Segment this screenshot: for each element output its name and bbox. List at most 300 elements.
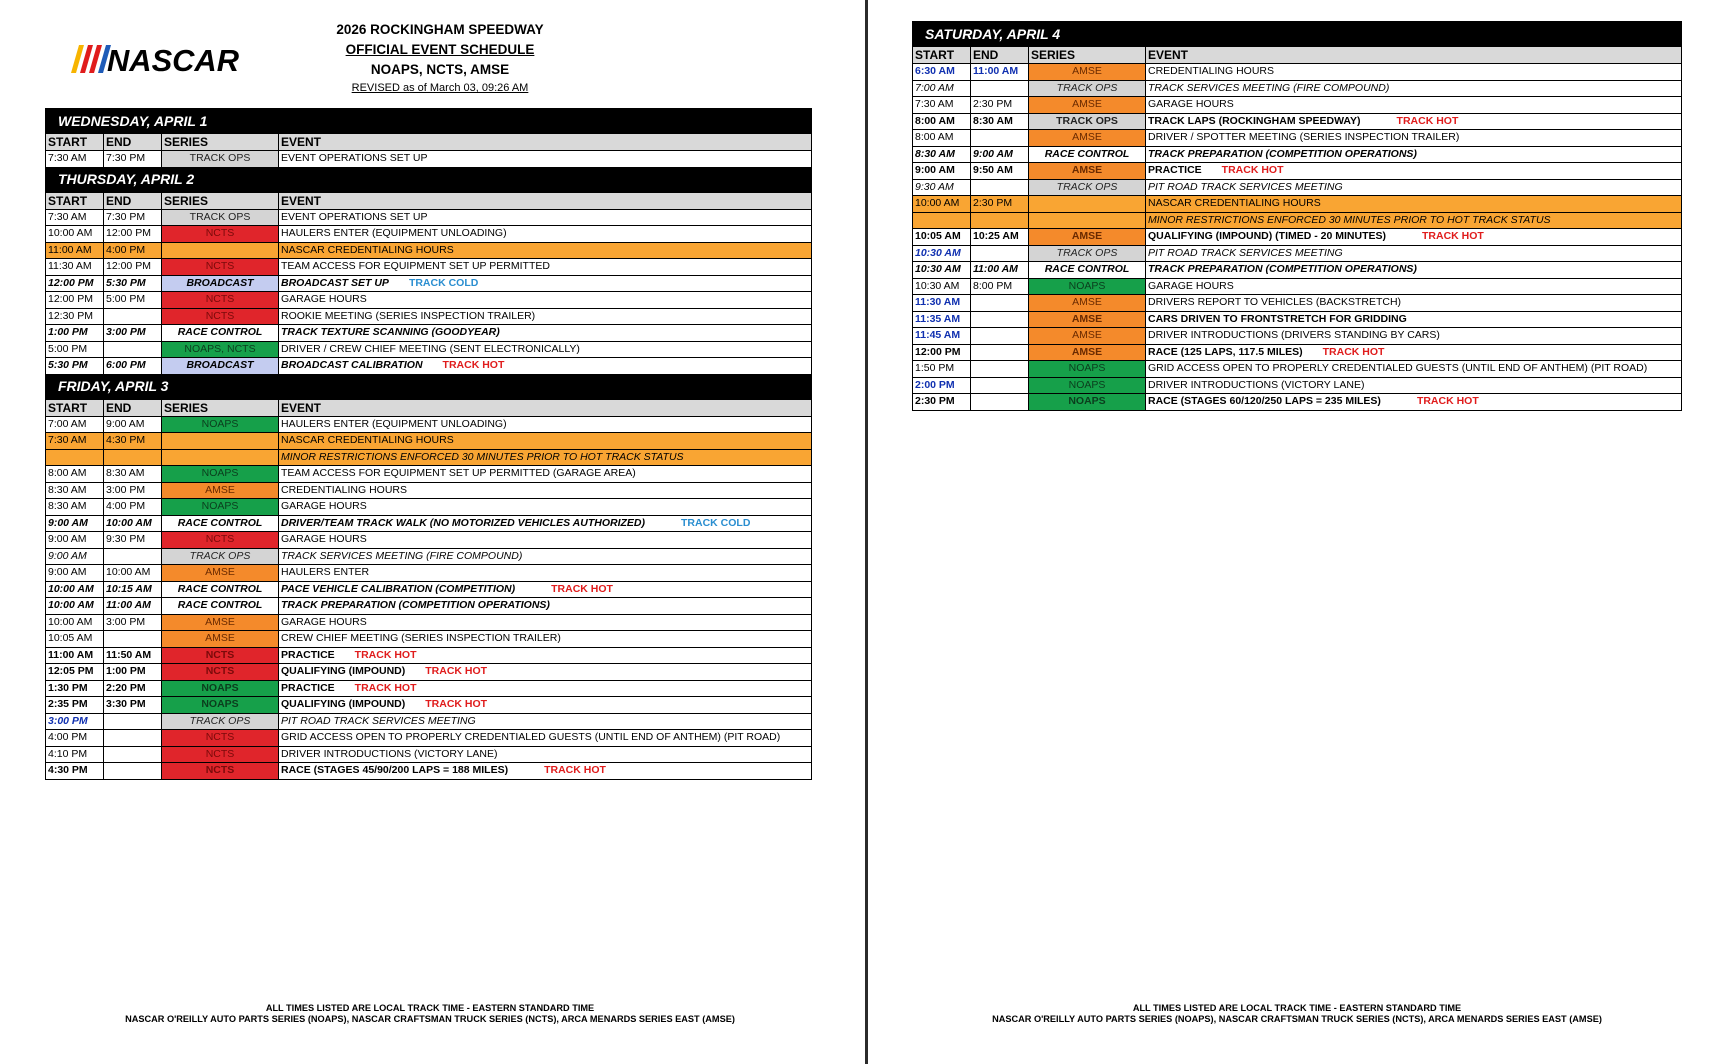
schedule-row (46, 341, 812, 358)
schedule-row (913, 311, 1682, 328)
event-text: QUALIFYING (IMPOUND) (281, 698, 406, 711)
event-description (1146, 278, 1682, 295)
schedule-row (913, 113, 1682, 130)
end-time: 3:00 PM (104, 482, 162, 499)
series-badge: NOAPS, NCTS (162, 341, 279, 358)
end-time (104, 713, 162, 730)
start-time: 10:00 AM (46, 614, 104, 631)
schedule-row (913, 146, 1682, 163)
series-badge: NCTS (162, 647, 279, 664)
start-time: 8:30 AM (913, 146, 971, 163)
schedule-row (46, 614, 812, 631)
series-badge: AMSE (162, 565, 279, 582)
day-label: SATURDAY, APRIL 4 (913, 22, 1682, 47)
schedule-row (913, 179, 1682, 196)
series-badge: AMSE (1029, 163, 1146, 180)
track-hot-status: TRACK HOT (1221, 164, 1284, 177)
start-time: 11:45 AM (913, 328, 971, 345)
end-time (104, 548, 162, 565)
day-label: WEDNESDAY, APRIL 1 (46, 109, 812, 134)
column-header-start: START (46, 399, 104, 416)
event-text: MINOR RESTRICTIONS ENFORCED 30 MINUTES PRIOR TO HOT TRACK STATUS (1148, 213, 1551, 226)
footer-series-legend: NASCAR O'REILLY AUTO PARTS SERIES (NOAPS), NASCAR CRAFTSMAN TRUCK SERIES (NCTS), ARCA MENARDS SERIES EAST (AMSE) (992, 1014, 1602, 1024)
day-label: FRIDAY, APRIL 3 (46, 374, 812, 399)
column-header-row (46, 399, 812, 416)
end-time: 8:30 AM (104, 466, 162, 483)
event-description (279, 308, 812, 325)
series-badge: AMSE (1029, 328, 1146, 345)
track-hot-status: TRACK HOT (1396, 114, 1459, 127)
column-header-event: EVENT (279, 399, 812, 416)
schedule-table-right (912, 21, 1682, 411)
series-badge: RACE CONTROL (1029, 146, 1146, 163)
column-header-event: EVENT (1146, 47, 1682, 64)
series-badge: RACE CONTROL (1029, 262, 1146, 279)
event-text: CREDENTIALING HOURS (281, 483, 408, 496)
event-text: PIT ROAD TRACK SERVICES MEETING (281, 714, 476, 727)
start-time: 8:30 AM (46, 482, 104, 499)
event-description (279, 581, 812, 598)
series-badge: AMSE (162, 631, 279, 648)
nascar-logo (71, 41, 241, 77)
schedule-subtitle: OFFICIAL EVENT SCHEDULE (345, 42, 535, 57)
schedule-row (46, 499, 812, 516)
event-description (279, 565, 812, 582)
schedule-row (913, 344, 1682, 361)
schedule-row (46, 325, 812, 342)
series-badge: NOAPS (1029, 377, 1146, 394)
end-time (971, 361, 1029, 378)
schedule-row (46, 581, 812, 598)
schedule-row (46, 746, 812, 763)
footer-timezone-note: ALL TIMES LISTED ARE LOCAL TRACK TIME - EASTERN STANDARD TIME (265, 1003, 595, 1013)
day-header (46, 109, 812, 134)
start-time (46, 449, 104, 466)
start-time: 7:00 AM (46, 416, 104, 433)
event-text: QUALIFYING (IMPOUND) (281, 665, 406, 678)
series-badge: AMSE (162, 482, 279, 499)
start-time: 12:00 PM (46, 292, 104, 309)
column-header-start: START (913, 47, 971, 64)
event-text: TRACK PREPARATION (COMPETITION OPERATIONS) (1148, 263, 1417, 276)
schedule-row (46, 515, 812, 532)
series-badge: NCTS (162, 532, 279, 549)
column-header-row (46, 192, 812, 209)
series-badge (162, 242, 279, 259)
end-time: 3:00 PM (104, 325, 162, 342)
start-time: 5:00 PM (46, 341, 104, 358)
start-time: 8:30 AM (46, 499, 104, 516)
start-time: 11:00 AM (46, 647, 104, 664)
event-text: GARAGE HOURS (281, 293, 367, 306)
column-header-series: SERIES (162, 399, 279, 416)
start-time: 10:00 AM (913, 196, 971, 213)
start-time: 7:30 AM (46, 433, 104, 450)
column-header-end: END (104, 399, 162, 416)
event-description (279, 697, 812, 714)
event-text: DRIVER/TEAM TRACK WALK (NO MOTORIZED VEHICLES AUTHORIZED) (281, 516, 645, 529)
schedule-row (46, 292, 812, 309)
series-badge: AMSE (1029, 311, 1146, 328)
end-time: 1:00 PM (104, 664, 162, 681)
end-time: 4:30 PM (104, 433, 162, 450)
event-description (1146, 130, 1682, 147)
schedule-row (46, 466, 812, 483)
schedule-row (46, 713, 812, 730)
end-time: 9:30 PM (104, 532, 162, 549)
column-header-start: START (46, 192, 104, 209)
schedule-row (913, 64, 1682, 81)
event-description (279, 209, 812, 226)
start-time: 4:00 PM (46, 730, 104, 747)
start-time: 10:30 AM (913, 245, 971, 262)
schedule-page-right (869, 0, 1724, 1064)
schedule-row (46, 358, 812, 375)
event-text: TRACK PREPARATION (COMPETITION OPERATIONS) (1148, 147, 1417, 160)
series-badge: RACE CONTROL (162, 598, 279, 615)
end-time (104, 341, 162, 358)
end-time: 11:50 AM (104, 647, 162, 664)
series-badge (1029, 212, 1146, 229)
schedule-row (46, 548, 812, 565)
schedule-row (46, 598, 812, 615)
event-text: TRACK TEXTURE SCANNING (GOODYEAR) (281, 326, 500, 339)
event-description (279, 763, 812, 780)
event-description (279, 466, 812, 483)
series-badge: AMSE (1029, 229, 1146, 246)
end-time (971, 179, 1029, 196)
start-time: 11:35 AM (913, 311, 971, 328)
event-description (279, 325, 812, 342)
column-header-event: EVENT (279, 192, 812, 209)
end-time: 11:00 AM (971, 262, 1029, 279)
end-time: 2:30 PM (971, 97, 1029, 114)
event-description (1146, 163, 1682, 180)
event-description (279, 713, 812, 730)
event-description (279, 499, 812, 516)
start-time: 11:30 AM (46, 259, 104, 276)
series-badge: TRACK OPS (162, 548, 279, 565)
schedule-row (46, 151, 812, 168)
track-hot-status: TRACK HOT (442, 359, 505, 372)
event-text: TRACK SERVICES MEETING (FIRE COMPOUND) (1148, 81, 1390, 94)
day-header (913, 22, 1682, 47)
footer-notes (80, 1003, 780, 1025)
start-time: 10:30 AM (913, 262, 971, 279)
event-description (1146, 97, 1682, 114)
series-badge: TRACK OPS (1029, 113, 1146, 130)
event-text: RACE (STAGES 45/90/200 LAPS = 188 MILES) (281, 764, 509, 777)
schedule-row (46, 631, 812, 648)
event-text: DRIVER INTRODUCTIONS (VICTORY LANE) (1148, 378, 1365, 391)
end-time: 3:30 PM (104, 697, 162, 714)
schedule-row (46, 647, 812, 664)
series-badge: TRACK OPS (1029, 245, 1146, 262)
event-text: PRACTICE (281, 681, 335, 694)
track-hot-status: TRACK HOT (551, 582, 613, 595)
event-text: HAULERS ENTER (281, 566, 370, 579)
event-title: 2026 ROCKINGHAM SPEEDWAY (336, 22, 544, 37)
event-description (279, 515, 812, 532)
end-time (971, 328, 1029, 345)
end-time: 6:00 PM (104, 358, 162, 375)
schedule-row (913, 163, 1682, 180)
start-time: 9:30 AM (913, 179, 971, 196)
schedule-row (913, 229, 1682, 246)
schedule-row (46, 680, 812, 697)
track-cold-status: TRACK COLD (681, 516, 751, 529)
start-time: 12:05 PM (46, 664, 104, 681)
event-description (1146, 196, 1682, 213)
event-text: GARAGE HOURS (281, 615, 367, 628)
event-text: TEAM ACCESS FOR EQUIPMENT SET UP PERMITTED (281, 260, 550, 273)
event-description (279, 680, 812, 697)
series-badge: NOAPS (1029, 394, 1146, 411)
event-text: NASCAR CREDENTIALING HOURS (281, 434, 454, 447)
start-time: 8:00 AM (913, 130, 971, 147)
end-time (971, 311, 1029, 328)
end-time: 8:00 PM (971, 278, 1029, 295)
end-time: 9:00 AM (104, 416, 162, 433)
series-badge: TRACK OPS (162, 713, 279, 730)
schedule-row (913, 262, 1682, 279)
svg-text:NASCAR: NASCAR (107, 43, 240, 77)
column-header-start: START (46, 134, 104, 151)
event-text: BROADCAST SET UP (281, 276, 389, 289)
footer-timezone-note: ALL TIMES LISTED ARE LOCAL TRACK TIME - EASTERN STANDARD TIME (1132, 1003, 1462, 1013)
track-hot-status: TRACK HOT (1322, 345, 1385, 358)
end-time: 9:50 AM (971, 163, 1029, 180)
revised-date: REVISED as of March 03, 09:26 AM (351, 82, 529, 94)
schedule-row (46, 532, 812, 549)
schedule-row (46, 482, 812, 499)
end-time: 12:00 PM (104, 226, 162, 243)
column-header-series: SERIES (162, 192, 279, 209)
column-header-series: SERIES (162, 134, 279, 151)
start-time: 10:00 AM (46, 598, 104, 615)
event-description (279, 226, 812, 243)
series-badge: RACE CONTROL (162, 325, 279, 342)
event-text: EVENT OPERATIONS SET UP (281, 210, 428, 223)
event-description (1146, 146, 1682, 163)
event-text: PIT ROAD TRACK SERVICES MEETING (1148, 246, 1343, 259)
event-text: NASCAR CREDENTIALING HOURS (281, 243, 454, 256)
start-time: 4:30 PM (46, 763, 104, 780)
end-time: 10:25 AM (971, 229, 1029, 246)
schedule-row (46, 275, 812, 292)
event-text: MINOR RESTRICTIONS ENFORCED 30 MINUTES PRIOR TO HOT TRACK STATUS (281, 450, 684, 463)
event-description (1146, 179, 1682, 196)
series-badge: BROADCAST (162, 275, 279, 292)
event-description (279, 598, 812, 615)
start-time: 11:30 AM (913, 295, 971, 312)
event-description (1146, 344, 1682, 361)
end-time (971, 130, 1029, 147)
event-text: GARAGE HOURS (281, 533, 367, 546)
end-time (104, 631, 162, 648)
event-description (1146, 80, 1682, 97)
event-description (1146, 328, 1682, 345)
end-time (971, 212, 1029, 229)
series-badge: AMSE (1029, 295, 1146, 312)
schedule-row (46, 433, 812, 450)
event-description (279, 548, 812, 565)
start-time: 10:00 AM (46, 581, 104, 598)
series-badge: RACE CONTROL (162, 581, 279, 598)
end-time: 8:30 AM (971, 113, 1029, 130)
start-time: 9:00 AM (46, 515, 104, 532)
event-text: RACE (STAGES 60/120/250 LAPS = 235 MILES) (1148, 395, 1381, 408)
schedule-row (46, 664, 812, 681)
start-time: 7:30 AM (46, 209, 104, 226)
series-badge: TRACK OPS (162, 209, 279, 226)
series-badge: NOAPS (162, 680, 279, 697)
day-header (46, 374, 812, 399)
end-time: 4:00 PM (104, 242, 162, 259)
event-description (279, 292, 812, 309)
series-badge: NCTS (162, 259, 279, 276)
start-time: 10:05 AM (913, 229, 971, 246)
start-time: 1:00 PM (46, 325, 104, 342)
event-description (279, 242, 812, 259)
event-description (1146, 262, 1682, 279)
start-time: 11:00 AM (46, 242, 104, 259)
start-time: 3:00 PM (46, 713, 104, 730)
event-description (279, 614, 812, 631)
series-badge: NCTS (162, 664, 279, 681)
event-description (279, 416, 812, 433)
start-time: 12:00 PM (913, 344, 971, 361)
event-description (279, 647, 812, 664)
schedule-header (300, 20, 580, 97)
start-time: 2:35 PM (46, 697, 104, 714)
series-badge (162, 433, 279, 450)
schedule-row (46, 730, 812, 747)
event-text: GRID ACCESS OPEN TO PROPERLY CREDENTIALED GUESTS (UNTIL END OF ANTHEM) (PIT ROAD) (1148, 362, 1648, 375)
event-description (1146, 212, 1682, 229)
schedule-row (46, 697, 812, 714)
event-text: RACE (125 LAPS, 117.5 MILES) (1148, 345, 1303, 358)
event-text: DRIVER INTRODUCTIONS (VICTORY LANE) (281, 747, 498, 760)
footer-series-legend: NASCAR O'REILLY AUTO PARTS SERIES (NOAPS), NASCAR CRAFTSMAN TRUCK SERIES (NCTS), ARCA MENARDS SERIES EAST (AMSE) (125, 1014, 735, 1024)
series-badge: NCTS (162, 763, 279, 780)
event-text: PIT ROAD TRACK SERVICES MEETING (1148, 180, 1343, 193)
end-time (104, 746, 162, 763)
event-text: EVENT OPERATIONS SET UP (281, 152, 428, 165)
column-header-end: END (971, 47, 1029, 64)
end-time: 10:00 AM (104, 565, 162, 582)
schedule-row (46, 416, 812, 433)
start-time: 8:00 AM (913, 113, 971, 130)
event-description (1146, 295, 1682, 312)
start-time (913, 212, 971, 229)
series-badge: AMSE (1029, 344, 1146, 361)
end-time (971, 295, 1029, 312)
start-time: 1:30 PM (46, 680, 104, 697)
start-time: 6:30 AM (913, 64, 971, 81)
schedule-row (913, 130, 1682, 147)
event-text: DRIVER / SPOTTER MEETING (SERIES INSPECTION TRAILER) (1148, 131, 1460, 144)
event-text: NASCAR CREDENTIALING HOURS (1148, 197, 1321, 210)
track-hot-status: TRACK HOT (354, 648, 417, 661)
series-badge: AMSE (1029, 64, 1146, 81)
series-badge: TRACK OPS (1029, 80, 1146, 97)
event-text: DRIVERS REPORT TO VEHICLES (BACKSTRETCH) (1148, 296, 1402, 309)
day-label: THURSDAY, APRIL 2 (46, 167, 812, 192)
series-badge: AMSE (1029, 130, 1146, 147)
series-badge (1029, 196, 1146, 213)
start-time: 5:30 PM (46, 358, 104, 375)
start-time: 9:00 AM (46, 532, 104, 549)
start-time: 12:30 PM (46, 308, 104, 325)
schedule-row (46, 763, 812, 780)
series-badge: NOAPS (1029, 278, 1146, 295)
schedule-row (913, 80, 1682, 97)
event-description (1146, 113, 1682, 130)
start-time: 9:00 AM (913, 163, 971, 180)
series-badge: TRACK OPS (1029, 179, 1146, 196)
event-description (1146, 311, 1682, 328)
schedule-row (46, 226, 812, 243)
track-hot-status: TRACK HOT (1416, 395, 1479, 408)
event-text: TRACK PREPARATION (COMPETITION OPERATIONS) (281, 599, 550, 612)
track-hot-status: TRACK HOT (425, 698, 488, 711)
start-time: 4:10 PM (46, 746, 104, 763)
series-badge: TRACK OPS (162, 151, 279, 168)
schedule-row (46, 242, 812, 259)
event-text: TRACK SERVICES MEETING (FIRE COMPOUND) (281, 549, 523, 562)
column-header-row (913, 47, 1682, 64)
schedule-row (913, 377, 1682, 394)
event-text: HAULERS ENTER (EQUIPMENT UNLOADING) (281, 227, 507, 240)
schedule-row (913, 278, 1682, 295)
event-description (279, 358, 812, 375)
end-time (971, 80, 1029, 97)
series-badge: AMSE (162, 614, 279, 631)
series-badge: NOAPS (162, 416, 279, 433)
schedule-row (46, 259, 812, 276)
day-header (46, 167, 812, 192)
event-description (279, 482, 812, 499)
start-time: 8:00 AM (46, 466, 104, 483)
series-badge: NCTS (162, 226, 279, 243)
column-header-end: END (104, 134, 162, 151)
end-time (104, 308, 162, 325)
event-text: CREDENTIALING HOURS (1148, 65, 1275, 78)
track-hot-status: TRACK HOT (354, 681, 417, 694)
series-badge: NCTS (162, 730, 279, 747)
series-badge: BROADCAST (162, 358, 279, 375)
event-description (1146, 361, 1682, 378)
end-time: 2:30 PM (971, 196, 1029, 213)
event-text: TEAM ACCESS FOR EQUIPMENT SET UP PERMITTED (GARAGE AREA) (281, 467, 636, 480)
start-time: 10:05 AM (46, 631, 104, 648)
end-time: 9:00 AM (971, 146, 1029, 163)
schedule-row (46, 209, 812, 226)
event-text: CREW CHIEF MEETING (SERIES INSPECTION TRAILER) (281, 632, 561, 645)
event-description (279, 449, 812, 466)
series-badge: NCTS (162, 292, 279, 309)
end-time (104, 763, 162, 780)
end-time: 5:00 PM (104, 292, 162, 309)
event-description (279, 532, 812, 549)
event-text: ROOKIE MEETING (SERIES INSPECTION TRAILER) (281, 309, 536, 322)
end-time: 3:00 PM (104, 614, 162, 631)
start-time: 2:30 PM (913, 394, 971, 411)
schedule-row (913, 212, 1682, 229)
schedule-row (913, 328, 1682, 345)
schedule-row (913, 97, 1682, 114)
